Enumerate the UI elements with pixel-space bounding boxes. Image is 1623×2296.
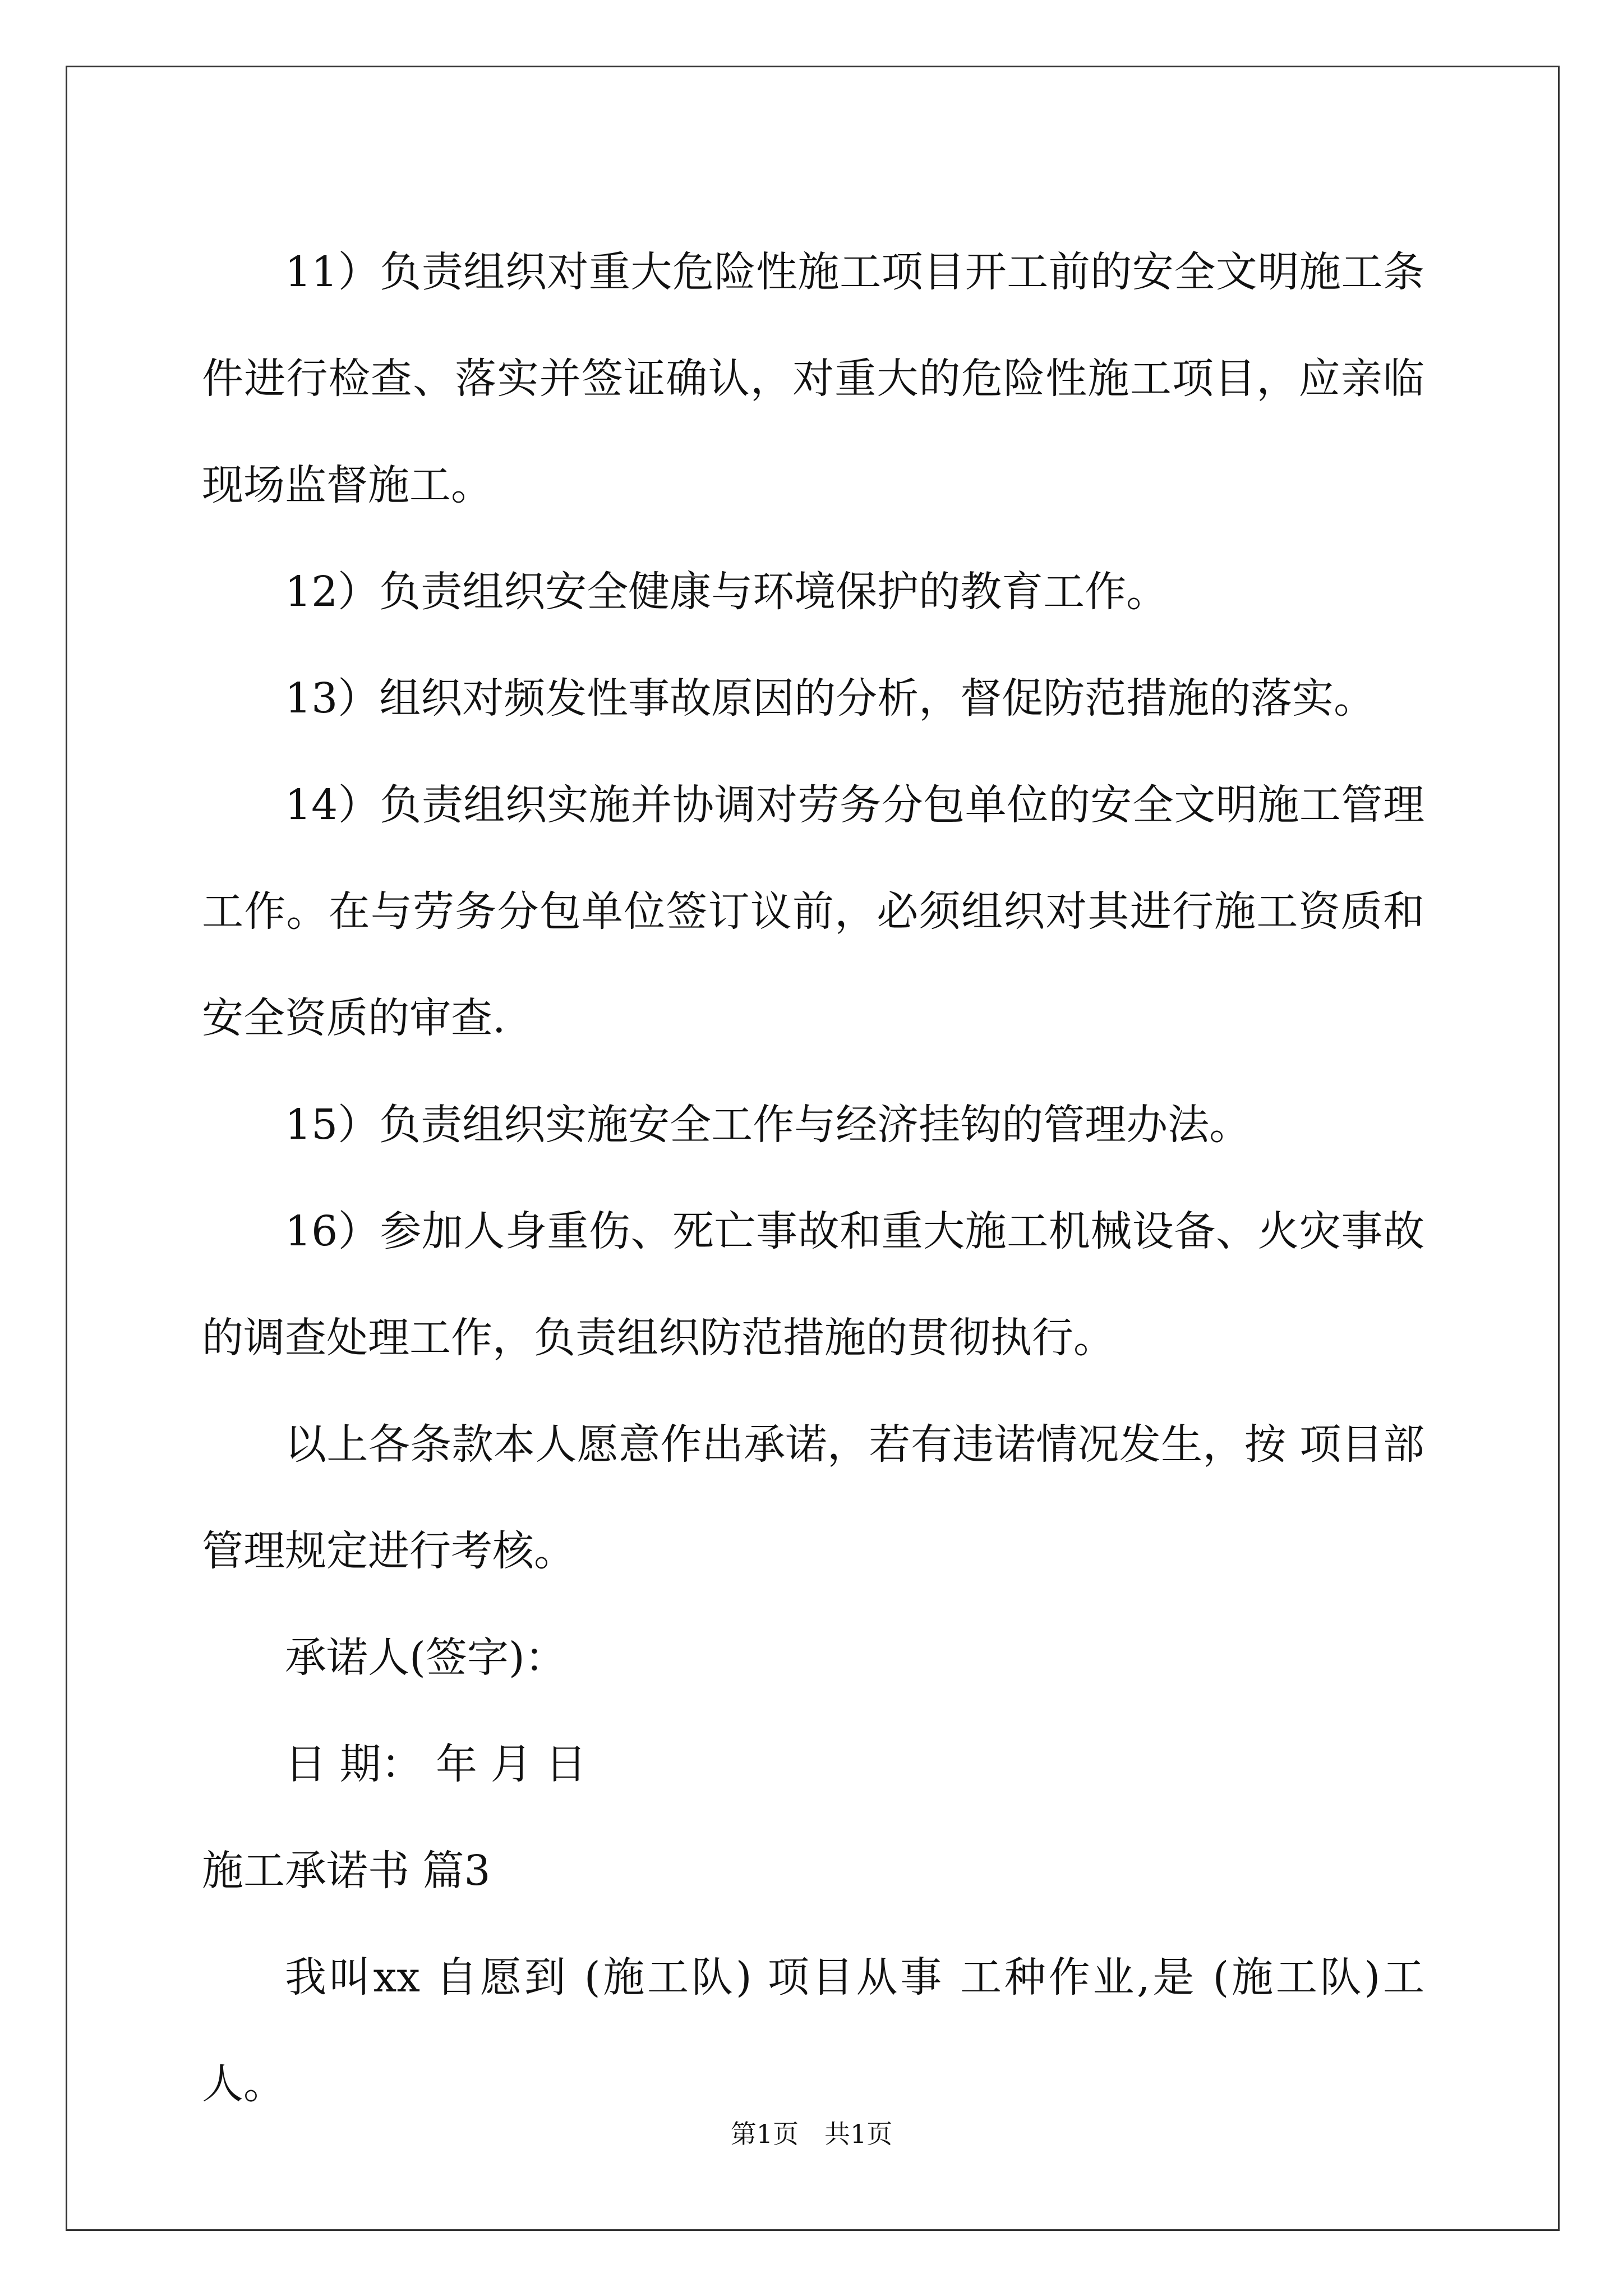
page-footer: 第1页 共1页: [730, 2119, 893, 2149]
paragraph-item-15: 15）负责组织实施安全工作与经济挂钩的管理办法。: [285, 1101, 1251, 1149]
commitment-statement: 以上各条款本人愿意作出承诺，若有违诺情况发生，按 项目部管理规定进行考核。: [202, 1420, 1424, 1575]
paragraph-item-14: 14）负责组织实施并协调对劳务分包单位的安全文明施工管理工作。在与劳务分包单位签订议前，必须组织对其进行施工资质和安全资质的审查.: [202, 781, 1424, 1042]
paragraph-item-11: 11）负责组织对重大危险性施工项目开工前的安全文明施工条件进行检查、落实并签证确认，对重大的危险性施工项目，应亲临现场监督施工。: [202, 248, 1424, 509]
section-heading: 施工承诺书 篇3: [202, 1847, 491, 1895]
document-body: [202, 219, 1424, 2137]
paragraph-item-13: 13）组织对频发性事故原因的分析，督促防范措施的落实。: [285, 674, 1376, 723]
paragraph-item-16: 16）参加人身重伤、死亡事故和重大施工机械设备、火灾事故的调查处理工作，负责组织防范措施的贯彻执行。: [202, 1207, 1424, 1362]
signature-line: 承诺人(签字)：: [285, 1634, 566, 1682]
date-line: 日 期： 年 月 日: [285, 1740, 587, 1788]
paragraph-item-12: 12）负责组织安全健康与环境保护的教育工作。: [285, 568, 1168, 616]
intro-paragraph: 我叫xx 自愿到 (施工队) 项目从事 工种作业,是 (施工队)工人。: [202, 1953, 1424, 2108]
